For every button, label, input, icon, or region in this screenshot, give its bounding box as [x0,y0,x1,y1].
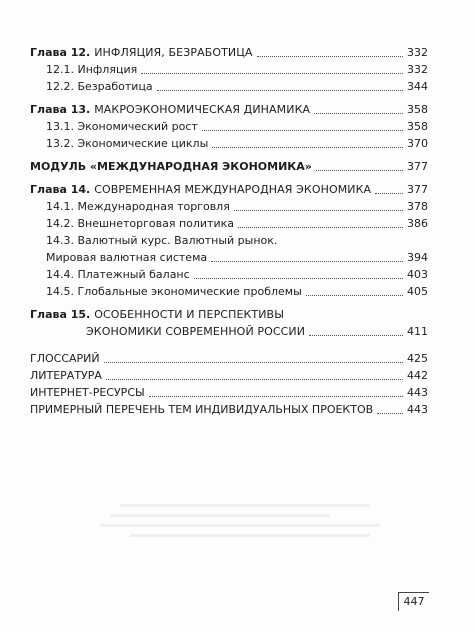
page-number-footer: 447 [398,592,429,611]
leader-dots [211,260,403,262]
toc-chapter-15-line1 [30,306,428,323]
toc-chapter-12 [30,44,428,61]
chapter-prefix: Глава 15. [30,308,91,321]
section-label: Мировая валютная система [46,251,208,264]
leader-dots [377,412,403,414]
page-number: 332 [407,46,428,59]
page-number: 344 [407,80,428,93]
leader-dots [238,226,403,228]
section-label: 14.2. Внешнеторговая политика [46,217,235,230]
toc-chapter-15-line2 [30,323,428,340]
chapter-title: ИНФЛЯЦИЯ, БЕЗРАБОТИЦА [94,46,253,59]
toc-section-14-4 [30,266,428,283]
leader-dots [314,112,403,114]
leader-dots [149,395,403,397]
chapter-title: МАКРОЭКОНОМИЧЕСКАЯ ДИНАМИКА [94,103,311,116]
toc-section-14-3-line2 [30,249,428,266]
section-label: 13.2. Экономические циклы [46,137,209,150]
back-matter-label: ЛИТЕРАТУРА [30,369,102,382]
page-number: 358 [407,120,428,133]
page-number: 377 [407,183,428,196]
chapter-prefix: Глава 13. [30,103,91,116]
section-label: 14.4. Платежный баланс [46,268,190,281]
page-number: 394 [407,251,428,264]
toc-chapter-13 [30,101,428,118]
back-matter-label: ПРИМЕРНЫЙ ПЕРЕЧЕНЬ ТЕМ ИНДИВИДУАЛЬНЫХ ПРОЕКТОВ [30,403,374,416]
toc-module-international-economy [30,158,428,175]
leader-dots [212,146,403,148]
section-label: 14.3. Валютный курс. Валютный рынок. [46,234,278,247]
section-label: 12.2. Безработица [46,80,153,93]
toc-section-14-3-line1 [30,232,428,249]
toc-section-13-1 [30,118,428,135]
page-number: 332 [407,63,428,76]
toc-project-topics [30,401,428,418]
page-number: 358 [407,103,428,116]
page-number: 425 [407,352,428,365]
leader-dots [257,55,403,57]
back-matter-label: ИНТЕРНЕТ-РЕСУРСЫ [30,386,145,399]
page-number: 442 [407,369,428,382]
page-number: 386 [407,217,428,230]
leader-dots [234,209,403,211]
toc-section-12-1 [30,61,428,78]
toc-literature [30,367,428,384]
toc-section-14-2 [30,215,428,232]
chapter-prefix: Глава 12. [30,46,91,59]
leader-dots [306,294,403,296]
show-through-text [100,500,390,540]
chapter-prefix: Глава 14. [30,183,91,196]
leader-dots [375,192,403,194]
chapter-title: ОСОБЕННОСТИ И ПЕРСПЕКТИВЫ [94,308,285,321]
leader-dots [202,129,403,131]
page-number: 411 [407,325,428,338]
toc-section-12-2 [30,78,428,95]
leader-dots [316,169,403,171]
leader-dots [309,334,403,336]
toc-section-14-1 [30,198,428,215]
toc-section-13-2 [30,135,428,152]
back-matter-label: ГЛОССАРИЙ [30,352,100,365]
module-label: МОДУЛЬ «МЕЖДУНАРОДНАЯ ЭКОНОМИКА» [30,160,312,173]
table-of-contents [30,44,428,418]
leader-dots [157,89,403,91]
leader-dots [104,361,403,363]
toc-section-14-5 [30,283,428,300]
toc-internet-resources [30,384,428,401]
page-number: 403 [407,268,428,281]
section-label: 14.1. Международная торговля [46,200,230,213]
leader-dots [141,72,403,74]
leader-dots [194,277,403,279]
page-number: 378 [407,200,428,213]
section-label: 12.1. Инфляция [46,63,138,76]
page-number: 443 [407,403,428,416]
leader-dots [106,378,403,380]
page-number: 370 [407,137,428,150]
page-number: 377 [407,160,428,173]
toc-chapter-14 [30,181,428,198]
page-number: 443 [407,386,428,399]
section-label: 14.5. Глобальные экономические проблемы [46,285,302,298]
toc-glossary [30,350,428,367]
chapter-title-continued: ЭКОНОМИКИ СОВРЕМЕННОЙ РОССИИ [86,325,306,338]
section-label: 13.1. Экономический рост [46,120,198,133]
chapter-title: СОВРЕМЕННАЯ МЕЖДУНАРОДНАЯ ЭКОНОМИКА [94,183,372,196]
page-number: 405 [407,285,428,298]
